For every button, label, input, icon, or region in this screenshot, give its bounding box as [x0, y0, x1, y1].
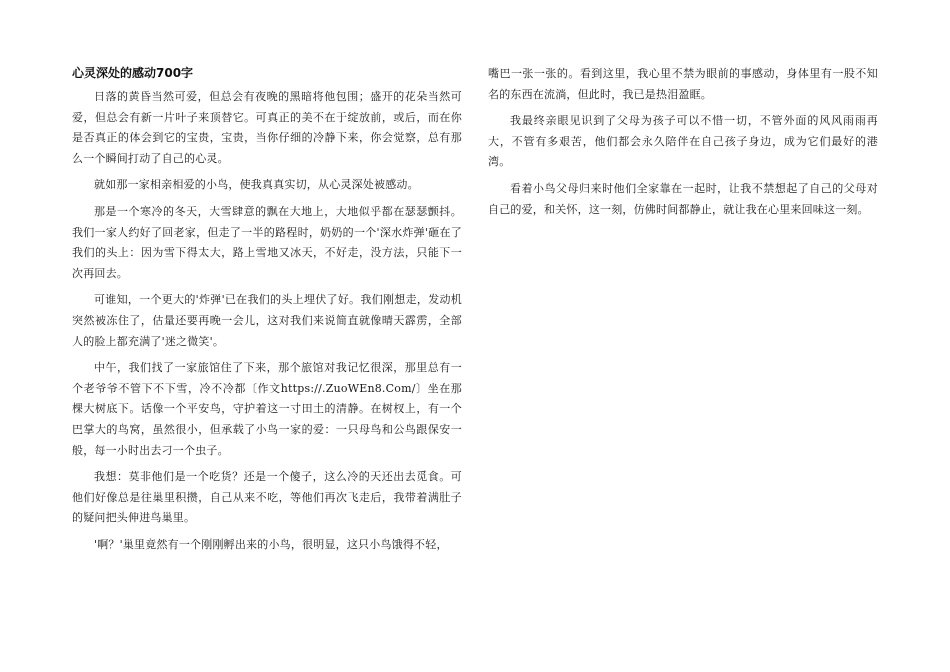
right-column: [488, 64, 878, 226]
paragraph: 可谁知，一个更大的'炸弹'已在我们的头上埋伏了好。我们刚想走，发动机突然被冻住了，估量还要再晚一会儿，这对我们来说简直就像晴天霹雳，全部人的脸上都充满了'迷之微笑'。: [72, 293, 462, 348]
paragraph: 那是一个寒冷的冬天，大雪肆意的飘在大地上，大地似乎都在瑟瑟颤抖。我们一家人约好了回老家，但走了一半的路程时，奶奶的一个'深水炸弹'砸在了我们的头上：因为雪下得太大，路上雪地又冰天，不好走，没方法，只能下一次再回去。: [72, 204, 462, 280]
paragraph-continued: 嘴巴一张一张的。看到这里，我心里不禁为眼前的事感动，身体里有一股不知名的东西在流淌，但此时，我已是热泪盈眶。: [488, 67, 878, 101]
document-title: 心灵深处的感动700字: [72, 66, 194, 80]
paragraph: '啊？'巢里竟然有一个刚刚孵出来的小鸟，很明显，这只小鸟饿得不轻，: [94, 537, 448, 551]
paragraph: 我想：莫非他们是一个吃货？还是一个傻子，这么冷的天还出去觅食。可他们好像总是往巢里积攒，自己从来不吃，等他们再次飞走后，我带着满肚子的疑问把头伸进鸟巢里。: [72, 470, 462, 525]
paragraph: 就如那一家相亲相爱的小鸟，使我真真实切，从心灵深处被感动。: [94, 178, 419, 192]
paragraph: 我最终亲眼见识到了父母为孩子可以不惜一切，不管外面的风风雨雨再大，不管有多艰苦，他们都会永久陪伴在自己孩子身边，成为它们最好的港湾。: [488, 114, 878, 169]
paragraph: 日落的黄昏当然可爱，但总会有夜晚的黑暗将他包围；盛开的花朵当然可爱，但总会有新一片叶子来顶替它。可真正的美不在于绽放前，或后，而在你是否真正的体会到它的宝贵，宝贵，当你仔细的冷静下来，你会觉察，总有那么一个瞬间打动了自己的心灵。: [72, 90, 462, 165]
paragraph: 中午，我们找了一家旅馆住了下来，那个旅馆对我记忆很深，那里总有一个老爷爷不管下不下雪，冷不冷都〔作文https://.ZuoWEn8.Com/〕坐在那棵大树底下。话像一个平安鸟，守护着这一寸田土的清静。在树杈上，有一个巴掌大的鸟窝，虽然很小，但承载了小鸟一家的爱：一只母鸟和公鸟跟保安一般，每一小时出去刁一个虫子。: [72, 361, 462, 457]
paragraph: 看着小鸟父母归来时他们全家靠在一起时，让我不禁想起了自己的父母对自己的爱，和关怀，这一刻，仿佛时间都静止，就让我在心里来回味这一刻。: [488, 181, 878, 216]
left-column: [72, 64, 462, 561]
